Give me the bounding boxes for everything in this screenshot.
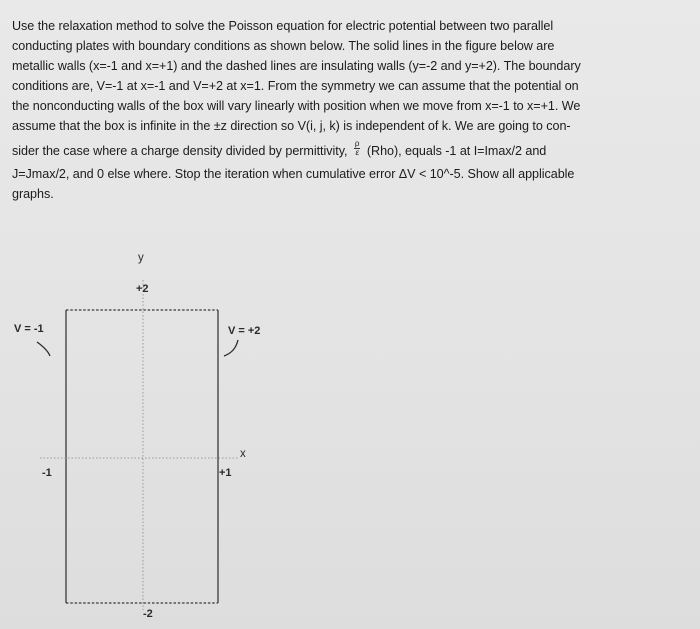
problem-line: graphs. <box>12 187 54 201</box>
problem-line: the nonconducting walls of the box will vary linearly with position when we move from x=-1 to x=+1. We <box>12 99 581 113</box>
line7-text-after: (Rho), equals -1 at I=Imax/2 and <box>366 144 547 158</box>
left-voltage-pointer-icon <box>37 342 50 356</box>
problem-line: metallic walls (x=-1 and x=+1) and the dashed lines are insulating walls (y=-2 and y=+2). The boundary <box>12 59 581 73</box>
left-voltage-label: V = -1 <box>14 323 44 335</box>
right-wall-label: +1 <box>219 467 232 479</box>
fraction-numerator: ρ <box>354 139 360 149</box>
x-axis-label: x <box>240 448 246 460</box>
top-wall-label: +2 <box>136 283 149 295</box>
line7-text-before: sider the case where a charge density divided by permittivity, <box>12 144 348 158</box>
right-voltage-pointer-icon <box>224 340 238 356</box>
right-voltage-label: V = +2 <box>228 325 261 337</box>
problem-line: conditions are, V=-1 at x=-1 and V=+2 at x=1. From the symmetry we can assume that the potential on <box>12 79 579 93</box>
left-wall-label: -1 <box>42 467 52 479</box>
bottom-wall-label: -2 <box>143 608 153 620</box>
fraction-denominator: ε <box>355 148 359 158</box>
problem-line: J=Jmax/2, and 0 else where. Stop the iteration when cumulative error ΔV < 10^-5. Show all applicable <box>12 167 575 181</box>
problem-line: Use the relaxation method to solve the Poisson equation for electric potential between two parallel <box>12 19 554 33</box>
y-axis-label: y <box>138 252 144 264</box>
problem-line: conducting plates with boundary conditions as shown below. The solid lines in the figure below are <box>12 39 555 53</box>
problem-line: assume that the box is infinite in the ±z direction so V(i, j, k) is independent of k. We are going to con- <box>12 119 571 133</box>
